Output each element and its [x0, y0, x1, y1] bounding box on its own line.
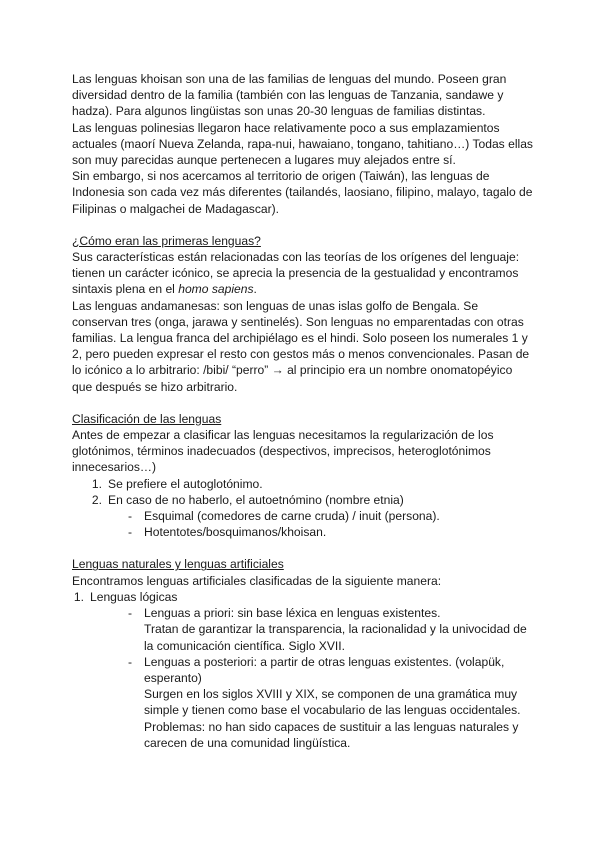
- intro-paragraph-taiwan: Sin embargo, si nos acercamos al territorio de origen (Taiwán), las lenguas de Indonesia son cada vez más diferentes (tailandés, laosiano, filipino, malayo, tagalo de Filipinas o malgachei de Madagascar).: [72, 169, 533, 216]
- list-item-body: [144, 605, 534, 654]
- spacer: [72, 217, 534, 233]
- paragraph-caracteristicas: [72, 249, 534, 298]
- a-priori-text: Lenguas a priori: sin base léxica en lenguas existentes.: [144, 606, 441, 621]
- paragraph-glotonimos: Antes de empezar a clasificar las lenguas necesitamos la regularización de los glotónimos, términos inadecuados (despectivos, imprecisos, heteroglotónimos innecesarios…): [72, 428, 494, 475]
- intro-paragraph-polinesias: Las lenguas polinesias llegaron hace relativamente poco a sus emplazamientos actuales (maorí Nueva Zelanda, rapa-nui, hawaiano, tongano, tahitiano…) Todas ellas son muy parecidas aunque pertenecen a lugares muy alejados entre sí.: [72, 120, 533, 168]
- dash-bullet: -: [127, 509, 132, 524]
- homo-sapiens-term: homo sapiens: [178, 282, 254, 297]
- list-item-text: Lenguas lógicas: [90, 589, 178, 604]
- list-number: 1.: [73, 589, 84, 604]
- numbered-list-artificiales: [72, 589, 534, 605]
- section-heading-naturales-artificiales: Lenguas naturales y lenguas artificiales: [72, 557, 284, 572]
- a-priori-detail: Tratan de garantizar la transparencia, la racionalidad y la univocidad de la comunicación científica. Siglo XVII.: [144, 622, 527, 653]
- dash-bullet: -: [127, 606, 132, 621]
- list-item: [72, 605, 534, 654]
- paragraph-andamanesas: Las lenguas andamanesas: son lenguas de unas islas golfo de Bengala. Se conservan tres (onga, jarawa y sentinelés). Son lenguas no emparentadas con otras familias. La lengua franca del archipiélago es el hindi. Solo poseen los numerales 1 y 2, pero pueden expresar el resto con gestos más o menos convencionales. Pasan de lo icónico a lo arbitrario: /bibi/ “perro” → al principio era un nombre onomatopéyico que después se hizo arbitrario.: [72, 298, 530, 394]
- list-item-text: En caso de no haberlo, el autoetnómino (nombre etnia): [108, 492, 404, 507]
- dash-bullet: -: [127, 525, 132, 540]
- paragraph-artificiales: Encontramos lenguas artificiales clasificadas de la siguiente manera:: [72, 573, 442, 588]
- intro-paragraph-khoisan: Las lenguas khoisan son una de las familias de lenguas del mundo. Poseen gran diversidad dentro de la familia (también con las lenguas de Tanzania, sandawe y hadza). Para algunos lingüistas son unas 20-30 lenguas de familias distintas.: [72, 72, 507, 119]
- list-item: [72, 492, 534, 508]
- section-heading-clasificacion: Clasificación de las lenguas: [72, 411, 222, 426]
- document-page: [72, 71, 534, 751]
- list-number: 1.: [91, 476, 102, 491]
- list-item: [72, 654, 534, 751]
- spacer: [72, 540, 534, 556]
- dash-list-lenguas-logicas: [72, 605, 534, 751]
- caracteristicas-end: .: [253, 282, 257, 297]
- list-item-text: Esquimal (comedores de carne cruda) / inuit (persona).: [144, 509, 440, 524]
- dash-list-ejemplos: [72, 508, 534, 540]
- caracteristicas-text: Sus características están relacionadas con las teorías de los orígenes del lenguaje: tienen un carácter icónico, se aprecia la presencia de la gestualidad y encontramos sintaxis plena en el: [72, 250, 520, 297]
- section-heading-primeras-lenguas: ¿Cómo eran las primeras lenguas?: [72, 233, 261, 248]
- list-number: 2.: [91, 492, 102, 507]
- list-item: [72, 508, 534, 524]
- numbered-list-glotonimos: [72, 476, 534, 508]
- a-posteriori-problemas: Problemas: no han sido capaces de sustituir a las lenguas naturales y carecen de una comunidad lingüística.: [144, 719, 519, 750]
- list-item: [72, 476, 534, 492]
- list-item-text: Se prefiere el autoglotónimo.: [108, 476, 263, 491]
- a-posteriori-detail: Surgen en los siglos XVIII y XIX, se componen de una gramática muy simple y tienen como base el vocabulario de las lenguas occidentales.: [144, 687, 521, 718]
- list-item: [72, 589, 534, 605]
- a-posteriori-text: Lenguas a posteriori: a partir de otras lenguas existentes. (volapük, esperanto): [144, 654, 505, 685]
- dash-bullet: -: [127, 654, 132, 669]
- list-item: [72, 524, 534, 540]
- list-item-text: Hotentotes/bosquimanos/khoisan.: [144, 525, 327, 540]
- list-item-body: [144, 654, 534, 751]
- spacer: [72, 395, 534, 411]
